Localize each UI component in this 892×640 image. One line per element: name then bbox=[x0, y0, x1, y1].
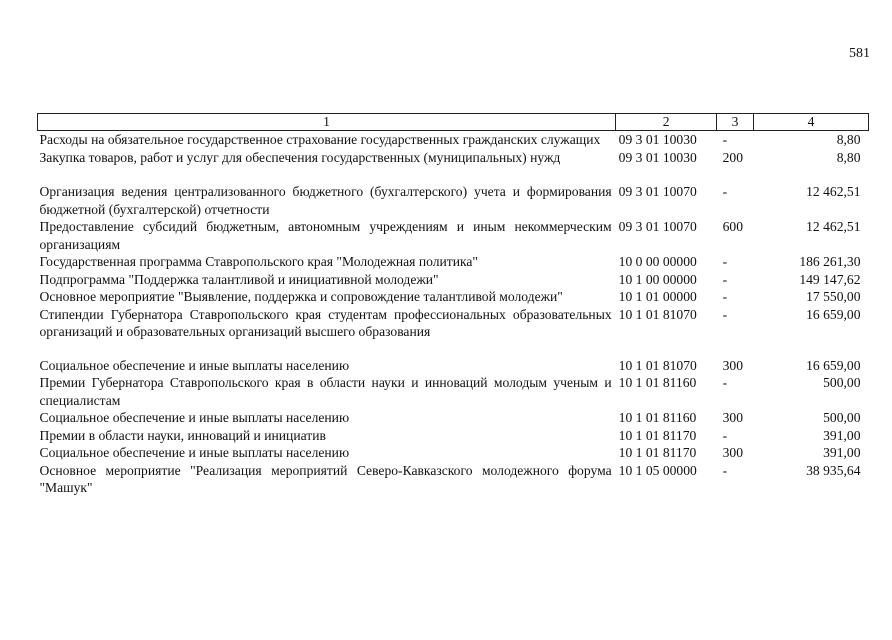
row-vr: 300 bbox=[722, 445, 743, 460]
row-code: 09 3 01 10070 bbox=[618, 219, 697, 234]
row-vr: - bbox=[722, 289, 728, 304]
row-name: Закупка товаров, работ и услуг для обеспечения государственных (муниципальных) нужд bbox=[39, 149, 561, 165]
row-code: 10 1 01 00000 bbox=[618, 289, 697, 304]
row-code: 10 1 00 00000 bbox=[618, 271, 697, 287]
row-vr: 300 bbox=[722, 410, 743, 425]
row-code: 10 1 01 81070 bbox=[618, 357, 697, 373]
row-code: 10 1 01 81070 bbox=[618, 306, 697, 322]
row-name: Социальное обеспечение и иные выплаты населению bbox=[39, 410, 350, 425]
budget-table bbox=[37, 113, 869, 497]
row-code: 09 3 01 10070 bbox=[618, 184, 697, 199]
table-row bbox=[38, 218, 869, 253]
table-row bbox=[38, 253, 869, 271]
row-vr: - bbox=[722, 184, 728, 199]
row-name: Основное мероприятие "Реализация мероприятий Северо-Кавказского молодежного форума "Машук" bbox=[39, 462, 612, 495]
row-vr: - bbox=[722, 271, 728, 287]
row-vr: - bbox=[722, 132, 728, 147]
row-code: 09 3 01 10030 bbox=[618, 149, 697, 165]
row-name: Социальное обеспечение и иные выплаты населению bbox=[39, 445, 350, 460]
row-code: 10 1 01 81170 bbox=[618, 427, 697, 443]
header-col-4: 4 bbox=[754, 114, 869, 131]
row-code: 10 1 01 81160 bbox=[618, 375, 697, 390]
row-name: Премии в области науки, инноваций и инициатив bbox=[39, 427, 326, 443]
row-vr: 300 bbox=[722, 357, 743, 373]
table-row bbox=[38, 357, 869, 375]
row-vr: - bbox=[722, 306, 728, 322]
table-row bbox=[38, 149, 869, 184]
row-sum: 16 659,00 bbox=[806, 357, 861, 373]
table-row bbox=[38, 444, 869, 462]
header-col-2: 2 bbox=[616, 114, 717, 131]
row-name: Стипендии Губернатора Ставропольского края студентам профессиональных образовательных организаций и образовательных организаций высшего образования bbox=[39, 306, 612, 339]
row-sum: 16 659,00 bbox=[806, 306, 861, 322]
row-name: Подпрограмма "Поддержка талантливой и инициативной молодежи" bbox=[39, 271, 439, 287]
row-code: 10 0 00 00000 bbox=[618, 254, 697, 269]
row-vr: 600 bbox=[722, 219, 743, 234]
row-sum: 12 462,51 bbox=[806, 219, 861, 234]
row-sum: 391,00 bbox=[823, 445, 861, 460]
row-sum: 17 550,00 bbox=[806, 289, 861, 304]
row-name: Государственная программа Ставропольского края "Молодежная политика" bbox=[39, 254, 478, 269]
row-name: Социальное обеспечение и иные выплаты населению bbox=[39, 357, 350, 373]
row-sum: 500,00 bbox=[823, 375, 861, 390]
row-sum: 8,80 bbox=[836, 132, 861, 147]
page-number: 581 bbox=[849, 46, 870, 61]
row-code: 10 1 05 00000 bbox=[618, 462, 697, 478]
row-name: Основное мероприятие "Выявление, поддержка и сопровождение талантливой молодежи" bbox=[39, 289, 563, 304]
table-row bbox=[38, 409, 869, 427]
row-code: 09 3 01 10030 bbox=[618, 132, 697, 147]
table-row bbox=[38, 288, 869, 306]
row-vr: - bbox=[722, 254, 728, 269]
row-sum: 500,00 bbox=[823, 410, 861, 425]
row-name: Премии Губернатора Ставропольского края в области науки и инноваций молодым ученым и специалистам bbox=[39, 375, 612, 408]
row-code: 10 1 01 81160 bbox=[618, 410, 697, 425]
table-header-row bbox=[38, 114, 869, 131]
row-sum: 149 147,62 bbox=[799, 271, 861, 287]
table-row bbox=[38, 306, 869, 357]
row-vr: 200 bbox=[722, 149, 743, 165]
table-row bbox=[38, 427, 869, 445]
row-vr: - bbox=[722, 462, 728, 478]
row-vr: - bbox=[722, 375, 728, 390]
table-row bbox=[38, 131, 869, 149]
row-vr: - bbox=[722, 427, 728, 443]
row-name: Расходы на обязательное государственное страхование государственных гражданских служащих bbox=[39, 132, 601, 147]
row-sum: 391,00 bbox=[823, 427, 861, 443]
row-sum: 12 462,51 bbox=[806, 184, 861, 199]
row-name: Организация ведения централизованного бюджетного (бухгалтерского) учета и формирования бюджетной (бухгалтерской) отчетности bbox=[39, 184, 612, 217]
header-col-3: 3 bbox=[717, 114, 754, 131]
row-code: 10 1 01 81170 bbox=[618, 445, 697, 460]
row-sum: 8,80 bbox=[836, 149, 861, 165]
table-row bbox=[38, 271, 869, 289]
row-sum: 186 261,30 bbox=[799, 254, 861, 269]
row-name: Предоставление субсидий бюджетным, автономным учреждениям и иным некоммерческим организациям bbox=[39, 219, 612, 252]
table-row bbox=[38, 183, 869, 218]
table-row bbox=[38, 462, 869, 497]
header-col-1: 1 bbox=[38, 114, 616, 131]
table-row bbox=[38, 374, 869, 409]
row-sum: 38 935,64 bbox=[806, 462, 861, 478]
